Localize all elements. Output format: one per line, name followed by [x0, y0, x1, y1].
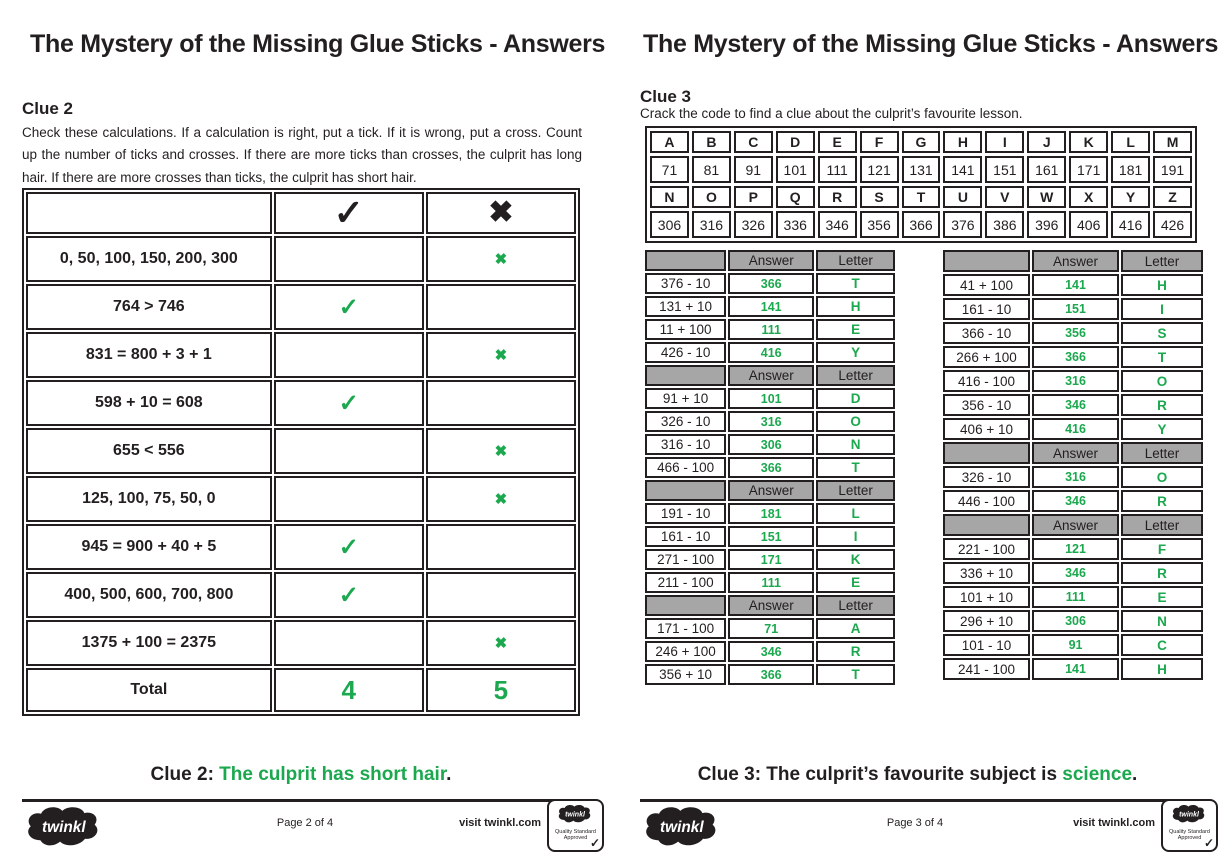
answer-value-cell: 346: [1032, 490, 1119, 512]
footer-divider: [22, 799, 580, 802]
operation-cell: 356 + 10: [645, 664, 726, 685]
code-letter-cell: G: [902, 131, 941, 153]
letter-value-cell: R: [1121, 562, 1203, 584]
badge-tick-icon: ✓: [589, 836, 600, 850]
letter-value-cell: Y: [1121, 418, 1203, 440]
badge-line1: Quality Standard: [1169, 829, 1210, 835]
code-number-cell: 121: [860, 156, 899, 183]
answer-header-row: [645, 595, 895, 616]
quality-badge: [547, 799, 604, 852]
answer-row: [943, 490, 1203, 512]
page-3: [610, 0, 1220, 864]
letter-value-cell: A: [816, 618, 895, 639]
answer-header-row: [645, 480, 895, 501]
answer-value-cell: 101: [728, 388, 814, 409]
code-number-cell: 316: [692, 211, 731, 238]
letter-value-cell: L: [816, 503, 895, 524]
answer-row: [943, 322, 1203, 344]
code-number-cell: 336: [776, 211, 815, 238]
answer-header-cell: Answer: [1032, 514, 1119, 536]
tick-column-header: [274, 192, 424, 234]
cross-cell: ✖: [426, 332, 576, 378]
conclusion-answer: science: [1062, 764, 1133, 785]
badge-line1: Quality Standard: [555, 829, 596, 835]
code-letter-cell: J: [1027, 131, 1066, 153]
answer-value-cell: 346: [1032, 394, 1119, 416]
answer-value-cell: 121: [1032, 538, 1119, 560]
answer-value-cell: 306: [728, 434, 814, 455]
letter-header-cell: Letter: [816, 480, 895, 501]
answer-row: [943, 418, 1203, 440]
operation-cell: 326 - 10: [645, 411, 726, 432]
operation-cell: 376 - 10: [645, 273, 726, 294]
operation-cell: 296 + 10: [943, 610, 1030, 632]
answer-row: [943, 298, 1203, 320]
code-number-cell: 416: [1111, 211, 1150, 238]
answer-row: [645, 572, 895, 593]
answer-value-cell: 316: [1032, 466, 1119, 488]
letter-value-cell: F: [1121, 538, 1203, 560]
code-number-cell: 356: [860, 211, 899, 238]
cross-cell: [426, 284, 576, 330]
answer-row: [645, 296, 895, 317]
twinkl-logo-text: twinkl: [659, 819, 704, 837]
code-letter-cell: S: [860, 186, 899, 208]
cross-cell: [426, 572, 576, 618]
letter-value-cell: R: [1121, 490, 1203, 512]
code-number-cell: 406: [1069, 211, 1108, 238]
code-letter-cell: M: [1153, 131, 1192, 153]
code-number-cell: 396: [1027, 211, 1066, 238]
calculation-cell: 831 = 800 + 3 + 1: [26, 332, 272, 378]
calculations-table-body: [26, 236, 576, 666]
cross-cell: [426, 380, 576, 426]
answer-header-cell: Answer: [728, 250, 814, 271]
code-number-cell: 131: [902, 156, 941, 183]
letter-value-cell: N: [1121, 610, 1203, 632]
clue3-answers-right: [941, 248, 1205, 682]
conclusion-answer: The culprit has short hair: [219, 764, 447, 785]
conclusion-suffix: .: [446, 764, 452, 785]
code-number-cell: 386: [985, 211, 1024, 238]
operation-cell: 406 + 10: [943, 418, 1030, 440]
calculations-header-row: [26, 192, 576, 234]
svg-text:twinkl: twinkl: [564, 811, 585, 819]
operation-cell: 446 - 100: [943, 490, 1030, 512]
answer-value-cell: 71: [728, 618, 814, 639]
cross-cell: ✖: [426, 476, 576, 522]
letter-value-cell: T: [816, 273, 895, 294]
code-letter-cell: I: [985, 131, 1024, 153]
code-row: [650, 156, 1192, 183]
answer-row: [645, 411, 895, 432]
code-number-cell: 151: [985, 156, 1024, 183]
answer-row: [645, 388, 895, 409]
answer-value-cell: 141: [1032, 658, 1119, 680]
code-number-cell: 376: [943, 211, 982, 238]
letter-value-cell: C: [1121, 634, 1203, 656]
blank-header-cell: [943, 250, 1030, 272]
answer-value-cell: 346: [1032, 562, 1119, 584]
answer-value-cell: 366: [1032, 346, 1119, 368]
blank-header-cell: [645, 480, 726, 501]
answer-row: [943, 610, 1203, 632]
answer-value-cell: 141: [1032, 274, 1119, 296]
calculation-row: [26, 476, 576, 522]
calculations-table: [22, 188, 580, 716]
code-letter-cell: X: [1069, 186, 1108, 208]
code-row: [650, 131, 1192, 153]
answer-row: [645, 342, 895, 363]
calculation-row: [26, 428, 576, 474]
letter-value-cell: Y: [816, 342, 895, 363]
letter-value-cell: R: [1121, 394, 1203, 416]
answer-value-cell: 366: [728, 273, 814, 294]
code-number-cell: 161: [1027, 156, 1066, 183]
code-letter-cell: E: [818, 131, 857, 153]
answer-value-cell: 141: [728, 296, 814, 317]
answer-header-cell: Answer: [1032, 442, 1119, 464]
blank-header-cell: [645, 595, 726, 616]
conclusion-prefix: Clue 3: The culprit’s favourite subject is: [697, 764, 1063, 785]
answer-value-cell: 111: [1032, 586, 1119, 608]
answer-value-cell: 111: [728, 319, 814, 340]
code-letter-cell: N: [650, 186, 689, 208]
answer-value-cell: 416: [728, 342, 814, 363]
answer-row: [943, 274, 1203, 296]
code-number-cell: 171: [1069, 156, 1108, 183]
operation-cell: 221 - 100: [943, 538, 1030, 560]
tick-cell: [274, 332, 424, 378]
letter-value-cell: O: [816, 411, 895, 432]
operation-cell: 266 + 100: [943, 346, 1030, 368]
page-number: Page 2 of 4: [276, 817, 334, 829]
answer-row: [943, 394, 1203, 416]
clue3-conclusion: [630, 764, 1205, 786]
calculation-row: [26, 572, 576, 618]
tick-cell: [274, 236, 424, 282]
letter-value-cell: K: [816, 549, 895, 570]
letter-value-cell: O: [1121, 370, 1203, 392]
code-number-cell: 366: [902, 211, 941, 238]
calculation-row: [26, 620, 576, 666]
letter-value-cell: I: [816, 526, 895, 547]
clue3-answers-left: [643, 248, 897, 687]
cross-column-header: [426, 192, 576, 234]
cross-cell: ✖: [426, 428, 576, 474]
letter-header-cell: Letter: [816, 365, 895, 386]
calculation-cell: 125, 100, 75, 50, 0: [26, 476, 272, 522]
twinkl-logo-text: twinkl: [41, 819, 86, 837]
footer-divider: [640, 799, 1205, 802]
code-number-cell: 306: [650, 211, 689, 238]
calculation-cell: 0, 50, 100, 150, 200, 300: [26, 236, 272, 282]
operation-cell: 356 - 10: [943, 394, 1030, 416]
letter-value-cell: T: [816, 664, 895, 685]
code-number-cell: 346: [818, 211, 857, 238]
cross-icon: ✖: [488, 196, 514, 229]
calculation-cell: 598 + 10 = 608: [26, 380, 272, 426]
answer-header-cell: Answer: [728, 595, 814, 616]
operation-cell: 316 - 10: [645, 434, 726, 455]
blank-header-cell: [645, 365, 726, 386]
letter-value-cell: H: [1121, 274, 1203, 296]
badge-twinkl-icon: [556, 804, 596, 824]
operation-cell: 131 + 10: [645, 296, 726, 317]
letter-value-cell: R: [816, 641, 895, 662]
page-title: The Mystery of the Missing Glue Sticks - Answers: [643, 30, 1219, 58]
page-number: Page 3 of 4: [886, 817, 944, 829]
badge-line2: Approved: [1177, 835, 1202, 841]
quality-badge: [1161, 799, 1218, 852]
operation-cell: 41 + 100: [943, 274, 1030, 296]
answer-header-cell: Answer: [728, 365, 814, 386]
visit-link[interactable]: visit twinkl.com: [459, 817, 541, 829]
tick-cell: ✓: [274, 524, 424, 570]
answer-row: [645, 273, 895, 294]
operation-cell: 426 - 10: [645, 342, 726, 363]
answer-row: [645, 457, 895, 478]
code-letter-cell: F: [860, 131, 899, 153]
answer-row: [943, 562, 1203, 584]
code-letter-cell: Q: [776, 186, 815, 208]
answer-value-cell: 151: [1032, 298, 1119, 320]
code-letter-cell: H: [943, 131, 982, 153]
badge-twinkl-icon: [1170, 804, 1210, 824]
operation-cell: 241 - 100: [943, 658, 1030, 680]
operation-cell: 191 - 10: [645, 503, 726, 524]
answer-row: [645, 526, 895, 547]
code-letter-cell: C: [734, 131, 773, 153]
letter-value-cell: H: [816, 296, 895, 317]
code-letter-cell: O: [692, 186, 731, 208]
page-title: The Mystery of the Missing Glue Sticks - Answers: [30, 30, 606, 58]
conclusion-prefix: Clue 2:: [150, 764, 220, 785]
answer-value-cell: 346: [728, 641, 814, 662]
answer-row: [943, 466, 1203, 488]
code-letter-cell: T: [902, 186, 941, 208]
answer-row: [943, 538, 1203, 560]
letter-header-cell: Letter: [816, 595, 895, 616]
clue3-heading: Clue 3: [640, 87, 692, 106]
answer-row: [943, 634, 1203, 656]
answer-value-cell: 316: [1032, 370, 1119, 392]
answer-row: [645, 549, 895, 570]
operation-cell: 326 - 10: [943, 466, 1030, 488]
clue2-heading: Clue 2: [22, 99, 74, 118]
operation-cell: 161 - 10: [943, 298, 1030, 320]
cross-cell: [426, 524, 576, 570]
empty-header-cell: [26, 192, 272, 234]
calculation-row: [26, 284, 576, 330]
code-number-cell: 91: [734, 156, 773, 183]
letter-value-cell: T: [1121, 346, 1203, 368]
operation-cell: 416 - 100: [943, 370, 1030, 392]
answer-value-cell: 91: [1032, 634, 1119, 656]
code-number-cell: 111: [818, 156, 857, 183]
letter-code-table: [645, 126, 1197, 243]
code-row: [650, 211, 1192, 238]
code-letter-cell: U: [943, 186, 982, 208]
answer-value-cell: 306: [1032, 610, 1119, 632]
calculation-cell: 764 > 746: [26, 284, 272, 330]
answer-row: [645, 434, 895, 455]
badge-tick-icon: ✓: [1203, 836, 1214, 850]
code-letter-cell: D: [776, 131, 815, 153]
code-letter-cell: W: [1027, 186, 1066, 208]
code-number-cell: 141: [943, 156, 982, 183]
code-letter-cell: V: [985, 186, 1024, 208]
letter-header-cell: Letter: [1121, 442, 1203, 464]
code-letter-cell: Z: [1153, 186, 1192, 208]
answer-row: [943, 346, 1203, 368]
calculation-cell: 655 < 556: [26, 428, 272, 474]
operation-cell: 101 - 10: [943, 634, 1030, 656]
clue3-instructions: Crack the code to find a clue about the culprit’s favourite lesson.: [640, 106, 1023, 121]
tick-cell: ✓: [274, 572, 424, 618]
operation-cell: 271 - 100: [645, 549, 726, 570]
operation-cell: 246 + 100: [645, 641, 726, 662]
code-letter-cell: B: [692, 131, 731, 153]
page-2: [0, 0, 610, 864]
cross-cell: ✖: [426, 236, 576, 282]
letter-header-cell: Letter: [1121, 514, 1203, 536]
calculation-row: [26, 332, 576, 378]
total-label-cell: Total: [26, 668, 272, 712]
code-number-cell: 71: [650, 156, 689, 183]
blank-header-cell: [943, 514, 1030, 536]
blank-header-cell: [943, 442, 1030, 464]
answer-value-cell: 171: [728, 549, 814, 570]
answer-row: [645, 319, 895, 340]
total-ticks-cell: 4: [274, 668, 424, 712]
letter-value-cell: D: [816, 388, 895, 409]
answer-value-cell: 316: [728, 411, 814, 432]
operation-cell: 161 - 10: [645, 526, 726, 547]
blank-header-cell: [645, 250, 726, 271]
letter-header-cell: Letter: [816, 250, 895, 271]
letter-value-cell: E: [1121, 586, 1203, 608]
letter-header-cell: Letter: [1121, 250, 1203, 272]
answer-row: [943, 370, 1203, 392]
answer-value-cell: 416: [1032, 418, 1119, 440]
tick-cell: ✓: [274, 284, 424, 330]
cross-cell: ✖: [426, 620, 576, 666]
letter-value-cell: E: [816, 319, 895, 340]
answer-value-cell: 356: [1032, 322, 1119, 344]
answer-row: [645, 664, 895, 685]
answer-value-cell: 181: [728, 503, 814, 524]
code-letter-cell: P: [734, 186, 773, 208]
operation-cell: 91 + 10: [645, 388, 726, 409]
answer-row: [645, 641, 895, 662]
operation-cell: 101 + 10: [943, 586, 1030, 608]
answer-header-row: [943, 442, 1203, 464]
letter-value-cell: O: [1121, 466, 1203, 488]
answer-row: [943, 586, 1203, 608]
operation-cell: 211 - 100: [645, 572, 726, 593]
answer-row: [645, 503, 895, 524]
tick-cell: ✓: [274, 380, 424, 426]
operation-cell: 336 + 10: [943, 562, 1030, 584]
answer-header-row: [943, 250, 1203, 272]
answer-value-cell: 366: [728, 664, 814, 685]
answer-value-cell: 366: [728, 457, 814, 478]
letter-value-cell: H: [1121, 658, 1203, 680]
calculation-row: [26, 236, 576, 282]
code-number-cell: 181: [1111, 156, 1150, 183]
clue2-instructions: Check these calculations. If a calculation is right, put a tick. If it is wrong, put a cross. Count up the number of ticks and crosses. If there are more ticks than crosses, the culprit has long hair. If there are more crosses than ticks, the culprit has short hair.: [22, 125, 582, 185]
code-number-cell: 101: [776, 156, 815, 183]
calculation-row: [26, 380, 576, 426]
clue2-conclusion: [22, 764, 580, 786]
calculation-cell: 1375 + 100 = 2375: [26, 620, 272, 666]
answer-header-row: [943, 514, 1203, 536]
letter-value-cell: N: [816, 434, 895, 455]
code-number-cell: 426: [1153, 211, 1192, 238]
letter-value-cell: I: [1121, 298, 1203, 320]
calculation-cell: 945 = 900 + 40 + 5: [26, 524, 272, 570]
visit-link[interactable]: visit twinkl.com: [1073, 817, 1155, 829]
operation-cell: 366 - 10: [943, 322, 1030, 344]
code-letter-cell: K: [1069, 131, 1108, 153]
badge-line2: Approved: [563, 835, 588, 841]
code-number-cell: 326: [734, 211, 773, 238]
tick-cell: [274, 620, 424, 666]
code-letter-cell: A: [650, 131, 689, 153]
answer-header-row: [645, 250, 895, 271]
code-letter-cell: R: [818, 186, 857, 208]
answer-value-cell: 111: [728, 572, 814, 593]
calculation-cell: 400, 500, 600, 700, 800: [26, 572, 272, 618]
svg-text:twinkl: twinkl: [1178, 811, 1199, 819]
letter-value-cell: S: [1121, 322, 1203, 344]
code-letter-cell: L: [1111, 131, 1150, 153]
letter-value-cell: E: [816, 572, 895, 593]
letter-value-cell: T: [816, 457, 895, 478]
tick-cell: [274, 428, 424, 474]
answer-value-cell: 151: [728, 526, 814, 547]
code-letter-cell: Y: [1111, 186, 1150, 208]
total-crosses-cell: 5: [426, 668, 576, 712]
code-row: [650, 186, 1192, 208]
conclusion-suffix: .: [1132, 764, 1138, 785]
code-number-cell: 191: [1153, 156, 1192, 183]
answer-row: [943, 658, 1203, 680]
answer-header-row: [645, 365, 895, 386]
tick-cell: [274, 476, 424, 522]
code-number-cell: 81: [692, 156, 731, 183]
operation-cell: 171 - 100: [645, 618, 726, 639]
operation-cell: 11 + 100: [645, 319, 726, 340]
answer-header-cell: Answer: [1032, 250, 1119, 272]
calculation-row: [26, 524, 576, 570]
answer-row: [645, 618, 895, 639]
total-row: [26, 668, 576, 712]
letter-code-table-body: [650, 131, 1192, 238]
answer-header-cell: Answer: [728, 480, 814, 501]
operation-cell: 466 - 100: [645, 457, 726, 478]
tick-icon: ✓: [333, 192, 364, 233]
